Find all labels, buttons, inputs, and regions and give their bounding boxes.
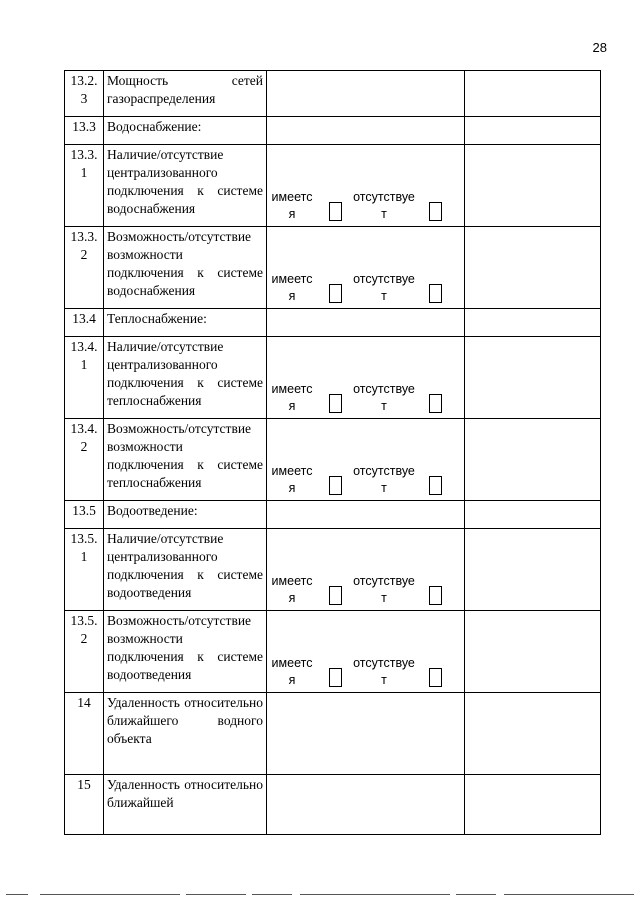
table-row [65, 337, 601, 419]
row-number: 13.5. 2 [65, 611, 104, 693]
table-row [65, 309, 601, 337]
row-extra-cell[interactable] [465, 309, 601, 337]
option-no-label: отсутствует [353, 382, 415, 413]
option-yes-label: имеется [271, 464, 313, 495]
parameters-table [64, 70, 601, 835]
row-extra-cell[interactable] [465, 227, 601, 309]
row-extra-cell[interactable] [465, 693, 601, 775]
row-value-cell [267, 337, 465, 419]
table-row [65, 117, 601, 145]
option-no-label: отсутствует [353, 190, 415, 221]
footer-rule [0, 894, 639, 900]
option-no-label: отсутствует [353, 272, 415, 303]
row-label: Водоснабжение: [104, 117, 267, 145]
row-label: Водоотведение: [104, 501, 267, 529]
row-extra-cell[interactable] [465, 501, 601, 529]
row-label: Мощность сетей газораспределения [104, 71, 267, 117]
row-label: Наличие/отсутствие централизованного подключения к системе водоснабжения [104, 145, 267, 227]
row-number: 13.5 [65, 501, 104, 529]
row-number: 13.4. 2 [65, 419, 104, 501]
row-extra-cell[interactable] [465, 71, 601, 117]
row-extra-cell[interactable] [465, 117, 601, 145]
table-row [65, 611, 601, 693]
table-row [65, 501, 601, 529]
checkbox-no[interactable] [429, 284, 442, 303]
row-value-cell [267, 529, 465, 611]
table-row [65, 529, 601, 611]
option-yes-label: имеется [271, 190, 313, 221]
row-number: 13.4. 1 [65, 337, 104, 419]
checkbox-yes[interactable] [329, 586, 342, 605]
row-value-cell[interactable] [267, 775, 465, 835]
table-row [65, 419, 601, 501]
option-yes-label: имеется [271, 656, 313, 687]
row-value-cell[interactable] [267, 501, 465, 529]
row-extra-cell[interactable] [465, 419, 601, 501]
row-label: Теплоснабжение: [104, 309, 267, 337]
row-value-cell [267, 145, 465, 227]
row-label: Возможность/отсутствие возможности подключения к системе водоснабжения [104, 227, 267, 309]
row-number: 13.3. 2 [65, 227, 104, 309]
row-label: Удаленность относительно ближайшей [104, 775, 267, 835]
row-number: 13.5. 1 [65, 529, 104, 611]
option-no-label: отсутствует [353, 464, 415, 495]
row-number: 15 [65, 775, 104, 835]
row-label: Возможность/отсутствие возможности подключения к системе водоотведения [104, 611, 267, 693]
checkbox-no[interactable] [429, 668, 442, 687]
row-label: Наличие/отсутствие централизованного подключения к системе водоотведения [104, 529, 267, 611]
row-value-cell[interactable] [267, 71, 465, 117]
table-row [65, 145, 601, 227]
checkbox-no[interactable] [429, 476, 442, 495]
row-value-cell [267, 227, 465, 309]
row-number: 13.3 [65, 117, 104, 145]
option-yes-label: имеется [271, 574, 313, 605]
row-extra-cell[interactable] [465, 145, 601, 227]
row-label: Наличие/отсутствие централизованного подключения к системе теплоснабжения [104, 337, 267, 419]
table-row [65, 227, 601, 309]
option-yes-label: имеется [271, 382, 313, 413]
row-extra-cell[interactable] [465, 775, 601, 835]
row-extra-cell[interactable] [465, 529, 601, 611]
checkbox-no[interactable] [429, 202, 442, 221]
option-no-label: отсутствует [353, 656, 415, 687]
row-label: Удаленность относительно ближайшего водного объекта [104, 693, 267, 775]
table-row [65, 71, 601, 117]
row-number: 13.4 [65, 309, 104, 337]
row-extra-cell[interactable] [465, 611, 601, 693]
page-number: 28 [592, 40, 607, 55]
checkbox-yes[interactable] [329, 668, 342, 687]
option-no-label: отсутствует [353, 574, 415, 605]
row-value-cell [267, 419, 465, 501]
row-extra-cell[interactable] [465, 337, 601, 419]
checkbox-yes[interactable] [329, 476, 342, 495]
checkbox-yes[interactable] [329, 202, 342, 221]
row-number: 14 [65, 693, 104, 775]
row-value-cell[interactable] [267, 693, 465, 775]
row-number: 13.3. 1 [65, 145, 104, 227]
table-row [65, 775, 601, 835]
table-row [65, 693, 601, 775]
row-value-cell[interactable] [267, 309, 465, 337]
row-number: 13.2. 3 [65, 71, 104, 117]
checkbox-yes[interactable] [329, 394, 342, 413]
row-value-cell [267, 611, 465, 693]
row-label: Возможность/отсутствие возможности подключения к системе теплоснабжения [104, 419, 267, 501]
checkbox-no[interactable] [429, 586, 442, 605]
option-yes-label: имеется [271, 272, 313, 303]
checkbox-yes[interactable] [329, 284, 342, 303]
row-value-cell[interactable] [267, 117, 465, 145]
checkbox-no[interactable] [429, 394, 442, 413]
